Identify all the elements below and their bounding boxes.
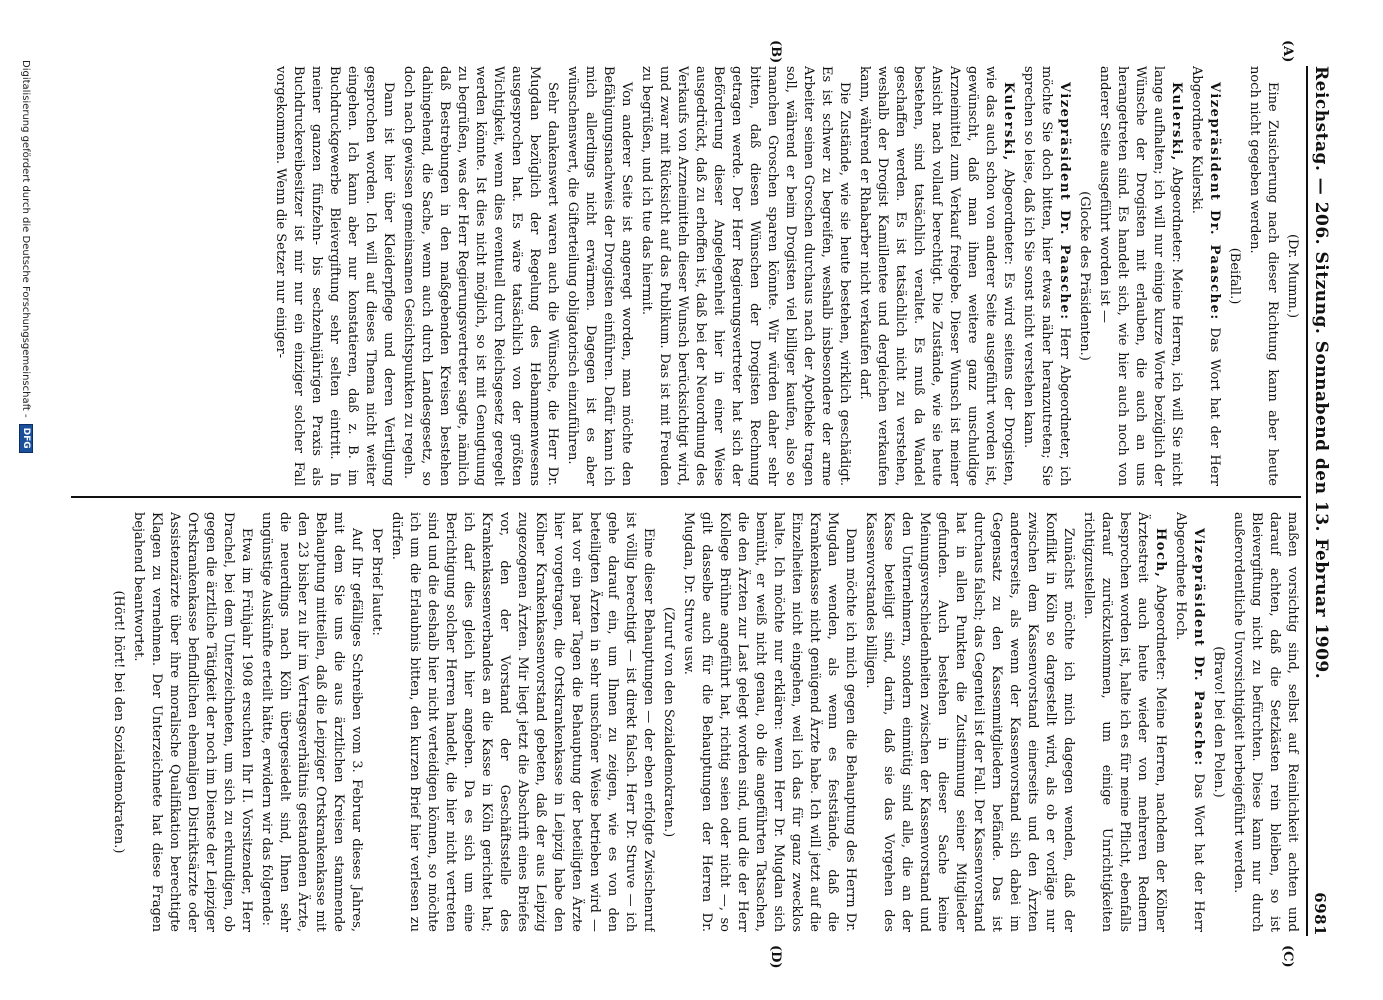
speaker-context: (Dr. Mumm.) <box>1285 233 1300 319</box>
paragraph: Eine dieser Behauptungen — der eben erfolgte Zwischenruf ist völlig berechtigt — ist direkt falsch. Herr Dr. Struve — ich gehe darauf ein, um Ihnen zu zeigen, wie es von den beteiligten Ärzten in sehr unschöner Weise betrieben wird — hat vor ein paar Tagen die Behauptung der beteiligten Ärzte hier vorgetragen, die Ortskrankenkasse in Leipzig habe den Kölner Krankenkassenvorstand gebeten, daß der aus Leipzig zugezogenen Ärzten. Mir liegt jetzt die Abschrift eines Briefes vor, den der Vorstand der Geschäftsstelle des Krankenkassenverbandes an die Kasse in Köln gerichtet hat; ich darf dies gleich hier angeben. Da es sich um eine Berichtigung solcher Herren handelt, die hier nicht vertreten sind und die deshalb hier nicht verteidigen können, so möchte ich um die Erlaubnis bitten, den kurzen Brief hier verlesen zu dürfen. <box>389 512 656 932</box>
paragraph: Zunächst möchte ich mich dagegen wenden, daß der Konflikt in Köln so dargestellt wird, als ob er vorläge nur zwischen dem Kassenvorstand einerseits und den Ärzten andererseits, als wenn der Kassenvorstand sich dabei im Gegensatz zu den Kassenmitgliedern befände. Das ist durchaus falsch; das Gegenteil ist der Fall. Der Kassenvorstand hat in allen Punkten die Zustimmung seiner Mitglieder gefunden. Auch bestehen in dieser Sache keine Meinungsverschiedenheiten zwischen der Kassenvorstand und den Unternehmern, sondern einmütig sind alle, die an der Kasse beteiligt sind, darin, daß sie das Vorgehen des Kassenvorstandes billigen. <box>863 512 1076 932</box>
paragraph: Der Brief lautet: <box>369 528 384 636</box>
interjection: (Bravo! bei den Polen.) <box>1211 646 1226 798</box>
paragraph: Dann möchte ich mich gegen die Behauptung des Herrn Dr. Mugdan wenden, als wenn es feststände, daß die Krankenkasse nicht genügend Ärzte habe. Ich will jetzt auf die Einzelheiten nicht eingehen, weil ich das für ganz zwecklos halte. Ich möchte nur erklären: wenn Herr Dr. Mugdan sich bemüht, er weiß nicht genau, ob die angeführten Tatsachen, die den Ärzten zur Last gelegt worden sind, und die der Herr Kollege Brühne angeführt hat, richtig seien oder nicht —, so gilt dasselbe auch für die Behauptungen der Herren Dr. Mugdan, Dr. Struve usw. <box>681 512 858 932</box>
paragraph: maßen vorsichtig sind, selbst auf Reinlichkeit achten und darauf achten, daß die Setzkästen rein bleiben, so ist Bleivergiftung nicht zu befürchten. Diese kann nur durch außerordentliche Unvorsichtigkeit herbeigeführt werden. <box>1231 512 1300 932</box>
paragraph-text: Abgeordneter: Meine Herren, ich will Sie nicht lange aufhalten; ich will nur einige kurze Worte bezüglich der Wünsche der Drogisten mit erlauben, die auch an uns herangetreten sind. Es handelt sich, wie hier auch noch von anderer Seite ausgeführt worden ist — <box>1097 66 1184 486</box>
margin-mark-a: (A) <box>1280 40 1295 63</box>
speaker-name: Kulerski, <box>1001 82 1016 162</box>
paragraph <box>1171 512 1207 932</box>
interjection: (Hört! hört! bei den Sozialdemokraten.) <box>111 590 126 854</box>
paragraph: Dann ist hier über Kleiderpflege und deren Vertilgung gesprochen worden. Ich will auf dieses Thema nicht weiter eingehen. Ich kann aber nur konstatieren, daß z. B. im Buchdruckgewerbe Bleivergiftung sehr selten eintritt. In meiner ganzen fünfzehn- bis sechzehnjährigen Praxis als Buchdruckereibesitzer ist mir nur ein einziger solcher Fall vorgekommen. Wenn die Setzer nur einiger- <box>273 66 396 486</box>
speaker-name: Hoch, <box>1153 528 1168 579</box>
digitization-text: Digitalisierung gefördert durch die Deutsche Forschungsgemeinschaft - <box>20 60 32 418</box>
paragraph-text: Abgeordneter: Meine Herren, nachdem der Kölner Ärztestreit auch heute wieder von mehreren Rednern besprochen worden ist, halte ich es für meine Pflicht, ebenfalls darauf zurückzukommen, um einige Unrichtigkeiten richtigzustellen. <box>1081 512 1168 932</box>
left-column <box>66 66 1301 486</box>
digitization-footer <box>19 60 33 940</box>
paragraph-text: Abgeordneter: Es wird seitens der Drogisten, wie das auch schon von anderer Seite ausgeführt worden ist, gewünscht, daß man ihnen weitere ganz unschuldige Arzneimittel zum Verkauf freigebe. Dieser Wunsch ist meiner Ansicht nach vollauf berechtigt. Die Zustände, wie sie heute bestehen, sind tatsächlich veraltet. Es muß da Wandel geschaffen werden. Es ist tatsächlich nicht zu verstehen, weshalb der Drogist Kamillentee und dergleichen verkaufen kann, während er Rhabarber nicht verkaufen darf. <box>857 66 1016 486</box>
page-number: 6981 <box>1311 892 1329 936</box>
header-title: Reichstag. — 206. Sitzung. Sonnabend den 13. Februar 1909. <box>1311 66 1331 680</box>
paragraph <box>1079 512 1169 932</box>
column-divider <box>71 496 1301 498</box>
paragraph <box>1019 66 1073 486</box>
margin-mark-c: (C) <box>1280 945 1295 968</box>
paragraph: Sehr dankenswert waren auch die Wünsche, die Herr Dr. Mugdan bezüglich der Regelung des Hebammenwesens ausgesprochen hat. Es wäre tatsächlich von der größten Wichtigkeit, wenn dies eventuell durch Reichsgesetz geregelt werden könnte. Ist dies nicht möglich, so ist mit Genugtuung zu begrüßen, was der Herr Regierungsvertreter sagte, nämlich daß Bestrebungen in den maßgebenden Kreisen bestehen dahingehend, die Sache, wenn auch durch Landesgesetz, so doch nach gewissen gemeinsamen Gesichtspunkten zu regeln. <box>401 66 560 486</box>
page-header <box>1306 66 1341 936</box>
speaker-name: Vizepräsident Dr. Paasche: <box>1207 82 1222 321</box>
interjection: (Glocke des Präsidenten.) <box>1077 191 1092 361</box>
interjection: (Zuruf von den Sozialdemokraten.) <box>661 606 676 838</box>
quoted-letter: Etwa im Frühjahr 1908 ersuchten Ihr II. Vorsitzender, Herr Drachel, bei dem Unterzeichneten, um sich zu erkundigen, ob gegen die ärztliche Tätigkeit der noch im Dienste der Leipziger Ortskrankenkasse befindlichen ehemaligen Distriktsärzte oder Assistenzärzte über ihre moralische Qualifikation berechtigte Klagen zu vernehmen. Der Unterzeichnete hat diese Fragen bejahend beantwortet. <box>131 512 254 932</box>
margin-mark-d: (D) <box>768 945 783 969</box>
speaker-name: Kulerski, <box>1169 82 1184 162</box>
right-column <box>66 512 1301 932</box>
speaker-name: Vizepräsident Dr. Paasche: <box>1191 528 1206 767</box>
quoted-letter: Auf Ihr gefälliges Schreiben vom 3. Februar dieses Jahres, mit dem Sie uns die aus ärztlichen Kreisen stammende Behauptung mitteilen, daß die Leipziger Ortskrankenkasse mit den 23 bisher zu ihr im Vertragsverhältnis gestandenen Ärzte, die neuerdings nach Köln übergesiedelt sind, Ihnen sehr ungünstige Auskünfte erteilt hätte, erwidern wir das folgende: <box>259 512 364 932</box>
interjection: (Beifall.) <box>1227 247 1242 305</box>
paragraph-text: Herr Abgeordneter, ich möchte Sie doch bitten, hier etwas näher heranzutreten; Sie sprechen so leise, daß ich Sie sonst nicht verstehen kann. <box>1021 66 1072 486</box>
paragraph-text: Das Wort hat der Herr Abgeordnete Hoch. <box>1173 512 1206 932</box>
paragraph <box>1095 66 1185 486</box>
dfg-logo-icon: DFG <box>19 424 33 453</box>
paragraph <box>855 66 1017 486</box>
paragraph: Eine Zusicherung nach dieser Richtung kann aber heute noch nicht gegeben werden. <box>1247 66 1280 486</box>
paragraph <box>1187 66 1223 486</box>
paragraph: Von anderer Seite ist angeregt worden, man möchte den Befähigungsnachweis der Drogisten einführen. Dafür kann ich mich allerdings nicht erwärmen. Dagegen ist es aber wünschenswert, die Gifterteilung obligatorisch einzuführen. <box>565 66 634 486</box>
paragraph-text: Das Wort hat der Herr Abgeordnete Kulerski. <box>1189 66 1222 486</box>
speaker-name: Vizepräsident Dr. Paasche: <box>1057 82 1072 321</box>
paragraph: Die Zustände, wie sie heute bestehen, wirklich geschädigt. Es ist schwer zu begreifen, weshalb insbesondere der arme Arbeiter seinen Groschen durchaus nach der Apotheke tragen soll, während er beim Drogisten viel billiger kaufen, also so manchen Groschen sparen könnte. Wir würden daher sehr bitten, daß diesen Wünschen der Drogisten Rechnung getragen werde. Der Herr Regierungsvertreter hat sich der Beförderung dieser Angelegenheit hier in einer Weise ausgedrückt, daß zu erhoffen ist, daß bei der Neuordnung des Verkaufs von Arzneimitteln dieser Wunsch berücksichtigt wird, und zwar mit Rücksicht auf das Publikum. Das ist mit Freuden zu begrüßen, und ich tue das hiermit. <box>639 66 852 486</box>
margin-mark-b: (B) <box>768 40 783 64</box>
